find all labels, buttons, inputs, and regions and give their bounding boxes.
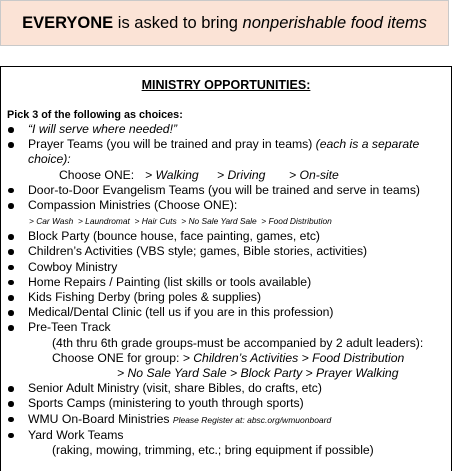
list-item-compassion <box>7 198 447 213</box>
preteen-options-1: > Children’s Activities > Food Distribution <box>179 350 405 365</box>
list-item-home-repairs <box>7 275 447 290</box>
list-item-serve <box>7 122 447 137</box>
ministry-opportunities-box <box>0 66 452 471</box>
list-item-prayer <box>7 137 447 167</box>
preteen-choose-label: Choose ONE for group: <box>52 350 180 365</box>
list-item-block-party <box>7 229 447 244</box>
list-item-door-to-door <box>7 183 447 198</box>
compassion-options-text: > Car Wash > Laundromat > Hair Cuts > No Sale Yard Sale > Food Distribution <box>29 216 332 227</box>
list-item-childrens-activities <box>7 244 447 259</box>
prayer-choose-label: Choose ONE: <box>59 167 135 182</box>
intro-text: Pick 3 of the following as choices: <box>7 109 183 121</box>
compassion-text: Compassion Ministries (Choose ONE): <box>28 198 238 213</box>
ministry-heading: MINISTRY OPPORTUNITIES: <box>141 78 311 92</box>
list-item-wmu <box>7 412 447 428</box>
ministry-list <box>7 122 447 458</box>
prayer-option-driving: > Driving <box>217 167 266 182</box>
prayer-text: Prayer Teams (you will be trained and pray in teams) <box>28 137 313 152</box>
childrens-activities-text: Children’s Activities (VBS style; games, Bible stories, activities) <box>28 244 368 259</box>
senior-adult-text: Senior Adult Ministry (visit, share Bibles, do crafts, etc) <box>28 381 322 396</box>
yard-work-text: Yard Work Teams <box>28 427 124 442</box>
sports-camps-text: Sports Camps (ministering to youth through sports) <box>28 396 304 411</box>
compassion-options <box>7 213 447 229</box>
list-item-yard-work <box>7 428 447 443</box>
list-item-cowboy <box>7 260 447 275</box>
prayer-note: (each is a separate choice): <box>28 137 420 167</box>
list-item-medical <box>7 305 447 320</box>
prayer-option-walking: > Walking <box>145 167 199 182</box>
home-repairs-text: Home Repairs / Painting (list skills or tools available) <box>28 274 312 289</box>
medical-text: Medical/Dental Clinic (tell us if you are in this profession) <box>28 305 334 320</box>
serve-text: “I will serve where needed!” <box>28 122 178 136</box>
preteen-text: Pre-Teen Track <box>28 320 111 335</box>
wmu-register-note: Please Register at: absc.org/wmuonboard <box>172 414 332 425</box>
prayer-option-onsite: > On-site <box>289 167 339 182</box>
yard-work-detail: (raking, mowing, trimming, etc.; bring equipment if possible) <box>52 443 374 458</box>
banner-text <box>22 14 427 33</box>
ministry-content <box>7 108 447 458</box>
preteen-choose <box>7 351 447 366</box>
preteen-options-row <box>7 366 447 381</box>
block-party-text: Block Party (bounce house, face painting, games, etc) <box>28 229 320 244</box>
preteen-options-2: > No Sale Yard Sale > Block Party > Prayer Walking <box>117 366 399 381</box>
list-item-preteen <box>7 320 447 335</box>
banner-emphasis: EVERYONE <box>22 13 114 32</box>
banner-italic: nonperishable food items <box>242 13 427 32</box>
banner-middle: is asked to bring <box>113 13 243 32</box>
preteen-detail: (4th thru 6th grade groups-must be accompanied by 2 adult leaders): <box>52 335 424 350</box>
fishing-text: Kids Fishing Derby (bring poles & supplies) <box>28 290 262 305</box>
door-to-door-text: Door-to-Door Evangelism Teams (you will be trained and serve in teams) <box>28 182 420 197</box>
wmu-text: WMU On-Board Ministries <box>28 411 170 426</box>
list-item-senior-adult <box>7 381 447 396</box>
food-items-banner <box>0 0 449 46</box>
list-item-sports-camps <box>7 396 447 411</box>
list-item-fishing <box>7 290 447 305</box>
cowboy-text: Cowboy Ministry <box>28 259 118 274</box>
prayer-options <box>7 168 447 183</box>
